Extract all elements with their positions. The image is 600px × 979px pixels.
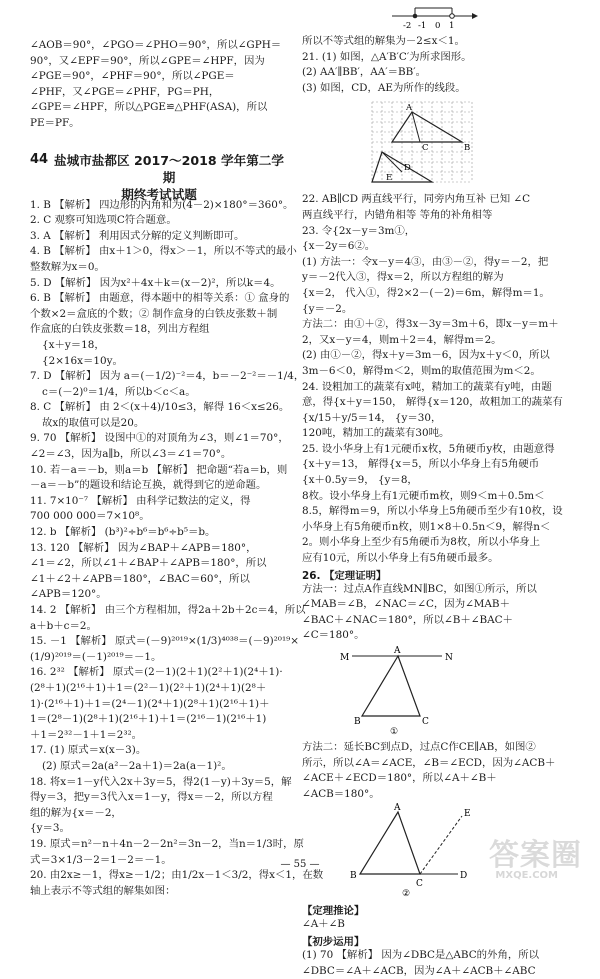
section-title: 盐城市盐都区 2017～2018 学年第二学期 bbox=[54, 152, 284, 185]
answer-line: 11. 7×10⁻⁷ 【解析】 由科学记数法的定义，得 bbox=[30, 494, 251, 507]
answer-line: (2) AA′∥BB′，AA′＝BB′。 bbox=[302, 66, 426, 79]
section-number: 44 bbox=[30, 151, 49, 167]
answer-line: 个数×2＝盒底的个数；② 制作盒身的白铁皮张数＋制 bbox=[30, 307, 278, 320]
answer-line: {y＝－2。 bbox=[302, 302, 353, 315]
intro-line: ∠PGE＝90°，∠PHF＝90°，所以∠PGE＝ bbox=[30, 70, 235, 83]
proof-method-1 bbox=[302, 582, 584, 644]
proof-line: ∠MAB＝∠B，∠NAC＝∠C，因为∠MAB＋ bbox=[302, 598, 510, 611]
grid-label-e: E bbox=[386, 173, 393, 184]
fig1-label-b: B bbox=[354, 717, 361, 727]
answer-line: 2. C 观察可知选项C符合题意。 bbox=[30, 214, 177, 227]
practice-line: ∠DBC＝∠A＋∠ACB，因为∠A＋∠ACB＋∠ABC bbox=[302, 964, 536, 977]
answer-line: －a＝－b”的题设和结论互换，就得到它的逆命题。 bbox=[30, 479, 267, 492]
proof-line: ∠ACB＝180°。 bbox=[302, 787, 380, 800]
intro-line: ∠PHF，又∠PGE＝∠PHF，PG＝PH， bbox=[30, 85, 220, 98]
section-subtitle: 期终考试试题 bbox=[121, 186, 197, 202]
answer-line: c＝(－2)⁰＝1/4，所以b＜c＜a。 bbox=[42, 385, 196, 398]
practice-line: (1) 70 【解析】 因为∠DBC是△ABC的外角，所以 bbox=[302, 948, 540, 961]
answer-line: 120吨，精加工的蔬菜有30吨。 bbox=[302, 427, 450, 440]
proof-line: 方法二：延长BC到点D，过点C作CE∥AB，如图② bbox=[302, 741, 536, 753]
nl-label-1: 1 bbox=[449, 21, 455, 31]
answer-line: {x－2y＝6②。 bbox=[302, 240, 376, 253]
answer-line: 8. C 【解析】 由 2＜(x＋4)/10≤3，解得 16＜x≤26。 bbox=[30, 401, 290, 414]
answer-line: {2×16x＝10y。 bbox=[42, 354, 123, 367]
nl-label-m2: -2 bbox=[403, 21, 412, 31]
answer-line: 15. －1 【解析】 原式＝(－9)²⁰¹⁹×(1/3)⁴⁰³⁸＝(－9)²⁰¹⁹× bbox=[30, 635, 300, 648]
answer-line: 22. AB∥CD 两直线平行，同旁内角互补 已知 ∠C bbox=[302, 193, 531, 206]
triangle-figure-1 bbox=[302, 646, 584, 738]
answer-line: (2) 由①－②，得x＋y＝3m－6，因为x＋y＜0，所以 bbox=[302, 349, 550, 362]
answer-line: (2) 原式＝2a(a²－2a＋1)＝2a(a－1)²。 bbox=[42, 759, 232, 772]
page-number: — 55 — bbox=[280, 859, 320, 870]
answer-line: 10. 若－a＝－b，则a＝b 【解析】 把命题“若a＝b，则 bbox=[30, 463, 288, 476]
fig1-caption: ① bbox=[390, 727, 399, 737]
answer-line: 应有10元，所以小华身上有5角硬币最多。 bbox=[302, 552, 499, 565]
answer-line: 小华身上有5角硬币n枚，则1×8＋0.5n＜9，解得n＜ bbox=[302, 520, 551, 533]
answer-line: 2。则小华身上至少有5角硬币为8枚，所以小华身上 bbox=[302, 536, 541, 549]
answer-line: 1)·(2¹⁶＋1)＋1＝(2⁴－1)(2⁴＋1)(2⁸＋1)(2¹⁶＋1)＋ bbox=[30, 697, 270, 710]
fig2-label-a: A bbox=[394, 803, 401, 814]
intro-line: ∠GPE＝∠HPF，所以△PGE≌△PHF(ASA)，所以 bbox=[30, 101, 268, 114]
answer-line: ∠1＋∠2＋∠APB＝180°，∠BAC＝60°，所以 bbox=[30, 572, 250, 585]
answer-line: {x/15＋y/5＝14， {y＝30， bbox=[302, 411, 442, 424]
answer-line: {x＋y＝13， 解得{x＝5，所以小华身上有5角硬币 bbox=[302, 458, 540, 471]
answer-line: 23. 令{2x－y＝3m①， bbox=[302, 224, 416, 237]
answer-line: (2⁸＋1)(2¹⁶＋1)＋1＝(2²－1)(2²＋1)(2⁴＋1)(2⁸＋ bbox=[30, 681, 267, 694]
proof-method-2 bbox=[302, 740, 584, 802]
answer-line: 组的解为{x＝－2， bbox=[30, 806, 122, 819]
answer-line: 8枚。设小华身上有1元硬币m枚，则9＜m＋0.5m＜ bbox=[302, 489, 545, 502]
proof-line: 所示，所以∠A＝∠ACE，∠B＝∠ECD，因为∠ACB＋ bbox=[302, 756, 556, 769]
grid-label-d: D bbox=[404, 163, 411, 174]
answer-line: ＋1＝2³²－1＋1＝2³²。 bbox=[30, 728, 143, 741]
answer-line: y＝－2代入③，得x＝2，所以方程组的解为 bbox=[302, 271, 504, 284]
corollary-text: ∠A＋∠B bbox=[302, 918, 345, 931]
answer-line: 6. B 【解析】 由题意，得本题中的相等关系：① 盒身的 bbox=[30, 292, 290, 305]
answer-line: 故x的取值可以是20。 bbox=[42, 416, 145, 429]
answer-line: 13. 120 【解析】 因为∠BAP＋∠APB＝180°， bbox=[30, 541, 257, 554]
answer-line: {x＋0.5y＝9， {y＝8， bbox=[302, 474, 418, 487]
answer-line: ∠1＝∠2，所以∠1＋∠BAP＋∠APB＝180°，所以 bbox=[30, 557, 267, 570]
answer-line: 18. 将x＝1－y代入2x＋3y＝5，得2(1－y)＋3y＝5，解 bbox=[30, 775, 292, 788]
answer-line: 12. b 【解析】 (b³)²÷b⁶＝b⁶÷b⁵＝b。 bbox=[30, 526, 216, 539]
proof-line: ∠C＝180°。 bbox=[302, 629, 365, 642]
fig1-label-n: N bbox=[445, 653, 453, 663]
answer-line: ∠APB＝120°。 bbox=[30, 588, 107, 601]
answer-line: 25. 设小华身上有1元硬币x枚，5角硬币y枚，由题意得 bbox=[302, 442, 555, 455]
answer-line: 4. B 【解析】 由x＋1＞0，得x＞－1，所以不等式的最小 bbox=[30, 245, 297, 258]
proof-line: ∠ACE＋∠ECD＝180°，所以∠A＋∠B＋ bbox=[302, 772, 497, 785]
answer-block-21 bbox=[302, 34, 584, 96]
answer-line: 1＝(2⁸－1)(2⁸＋1)(2¹⁶＋1)＋1＝(2¹⁶－1)(2¹⁶＋1) bbox=[30, 713, 267, 726]
fig1-label-c: C bbox=[422, 717, 429, 727]
intro-line: 90°，又∠EPF＝90°，所以∠GPE＝∠HPF，因为 bbox=[30, 54, 265, 67]
answer-line: 得y＝3，把y＝3代入x＝1－y，得x＝－2，所以方程 bbox=[30, 791, 273, 804]
fig2-label-e: E bbox=[464, 809, 471, 820]
corollary-title: 【定理推论】 bbox=[302, 905, 365, 918]
answer-line: 3. A 【解析】 利用因式分解的定义判断即可。 bbox=[30, 229, 245, 242]
answer-line: 两直线平行，内错角相等 等角的补角相等 bbox=[302, 208, 493, 221]
fig2-label-b: B bbox=[350, 871, 357, 882]
practice-title: 【初步运用】 bbox=[302, 935, 365, 948]
section-header bbox=[30, 151, 288, 202]
nl-label-m1: -1 bbox=[418, 21, 427, 31]
grid-figure bbox=[302, 98, 584, 190]
watermark-url: MXQE.COM bbox=[495, 870, 558, 881]
grid-label-c: C bbox=[422, 143, 429, 154]
answer-line: {x＝2， 代入①，得2×2－(－2)＝6m，解得m＝1。 bbox=[302, 286, 550, 299]
answer-line: (3) 如图，CD，AE为所作的线段。 bbox=[302, 81, 466, 94]
answer-line: 24. 设粗加工的蔬菜有x吨，精加工的蔬菜有y吨，由题 bbox=[302, 380, 552, 393]
fig2-label-c: C bbox=[416, 879, 423, 890]
answer-line: 17. (1) 原式＝x(x－3)。 bbox=[30, 744, 147, 757]
fig2-caption: ② bbox=[402, 889, 411, 900]
answer-line: 8.5，解得m＝9，所以小华身上5角硬币至少有10枚，设 bbox=[302, 505, 563, 518]
answer-line: 1. B 【解析】 四边形的内角和为(4－2)×180°＝360°。 bbox=[30, 198, 294, 211]
grid-label-a: A bbox=[406, 103, 413, 114]
answer-line: 2，又x－y＝4，则m＋2＝4，解得m＝2。 bbox=[302, 333, 502, 346]
answer-line: {x＋y＝18， bbox=[42, 338, 105, 351]
answer-line: 700 000 000＝7×10⁸。 bbox=[30, 510, 150, 523]
practice-block bbox=[302, 948, 584, 979]
intro-line: PE＝PF。 bbox=[30, 116, 80, 129]
answer-line: 3m－6＜0，解得m＜2，则m的取值范围为m＜2。 bbox=[302, 364, 541, 377]
nl-label-0: 0 bbox=[435, 21, 441, 31]
fig1-label-m: M bbox=[340, 653, 350, 663]
proof-line: 方法一：过点A作直线MN∥BC，如图①所示，所以 bbox=[302, 582, 537, 595]
answer-line: 9. 70 【解析】 设图中①的对顶角为∠3，则∠1＝70°， bbox=[30, 432, 289, 445]
answer-line: 20. 由2x≥－1，得x≥－1/2；由1/2x－1＜3/2，得x＜1，在数 bbox=[30, 869, 324, 882]
answer-block-22-25 bbox=[302, 192, 584, 566]
answer-line: (1/9)²⁰¹⁹＝(－1)²⁰¹⁹＝－1。 bbox=[30, 650, 162, 663]
answer-line: 16. 2³² 【解析】 原式＝(2－1)(2＋1)(2²＋1)(2⁴＋1)· bbox=[30, 666, 283, 679]
answer-line: 14. 2 【解析】 由三个方程相加，得2a＋2b＋2c＝4，所以 bbox=[30, 604, 306, 616]
number-line-figure bbox=[302, 2, 584, 32]
answer-line: 方法二：由①＋②，得3x－3y＝3m＋6，即x－y＝m＋ bbox=[302, 318, 559, 331]
answer-line: 意，得{x＋y＝150， 解得{x＝120，故粗加工的蔬菜有 bbox=[302, 396, 563, 409]
proof-line: ∠BAC＋∠NAC＝180°，所以∠B＋∠BAC＋ bbox=[302, 613, 513, 626]
answer-line: 7. D 【解析】 因为 a＝(－1/2)⁻²＝4，b＝－2⁻²＝－1/4， bbox=[30, 370, 305, 383]
answer-line: (1) 方法一：令x－y＝4③，由③－②，得y＝－2，把 bbox=[302, 255, 549, 268]
answer-line: ∠2＝∠3，因为a∥b，所以∠3＝∠1＝70°。 bbox=[30, 448, 232, 461]
fig2-label-d: D bbox=[460, 871, 468, 882]
watermark-logo: 答案圈 bbox=[489, 838, 582, 873]
intro-line: ∠AOB＝90°，∠PGO＝∠PHO＝90°，所以∠GPH＝ bbox=[30, 39, 282, 51]
answer-line: 21. (1) 如图，△A′B′C′为所求图形。 bbox=[302, 50, 472, 63]
answer-line: 作盒底的白铁皮张数＝18，列出方程组 bbox=[30, 323, 210, 336]
answer-line: 整数解为x＝0。 bbox=[30, 260, 105, 273]
answer-line: a＋b＋c＝2。 bbox=[30, 619, 97, 632]
answer-line: {y＝3。 bbox=[30, 822, 70, 835]
answer-line: 5. D 【解析】 因为x²＋4x＋k＝(x－2)²，所以k＝4。 bbox=[30, 276, 281, 289]
intro-block bbox=[30, 38, 288, 132]
answer-line: 轴上表示不等式组的解集如图： bbox=[30, 884, 176, 897]
fig1-label-a: A bbox=[394, 646, 401, 656]
answer-line: 式＝3×1/3－2＝1－2＝－1。 bbox=[30, 853, 172, 866]
answer-line: 19. 原式＝n²－n＋4n－2－2n²＝3n－2，当n＝1/3时，原 bbox=[30, 837, 304, 850]
proof-title: 26. 【定理证明】 bbox=[302, 569, 387, 582]
grid-label-b: B bbox=[464, 143, 471, 154]
answer-line: 所以不等式组的解集为－2≤x＜1。 bbox=[302, 35, 465, 47]
